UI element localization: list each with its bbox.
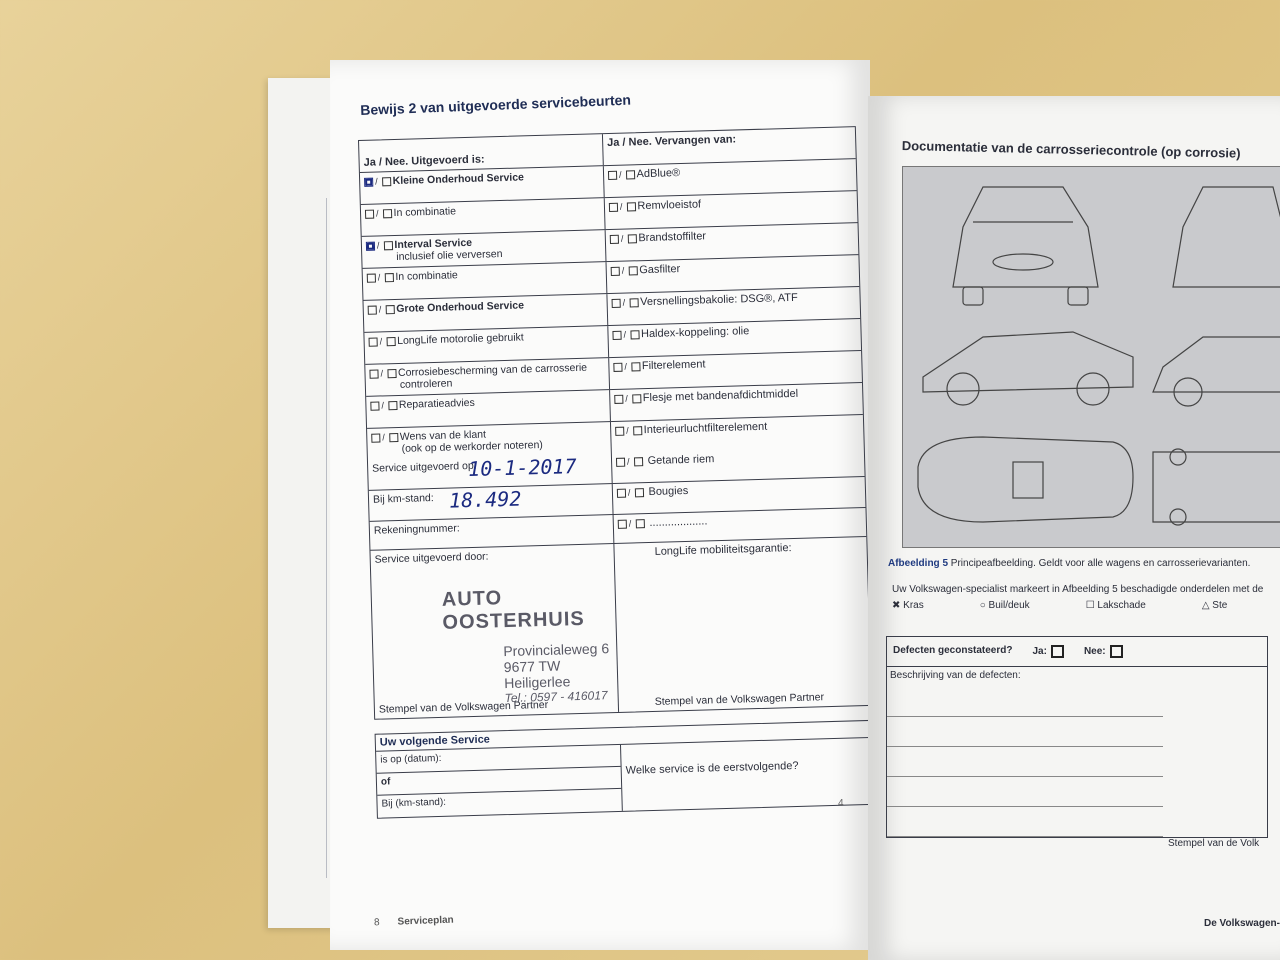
checkbox[interactable]	[631, 362, 640, 371]
caption-label: Afbeelding 5	[888, 558, 949, 569]
checkbox[interactable]	[625, 170, 634, 179]
checkbox[interactable]	[389, 433, 398, 442]
checkbox[interactable]	[383, 241, 392, 250]
row-left-sublabel: inclusief olie verversen	[396, 248, 503, 263]
checkbox[interactable]	[609, 202, 618, 211]
table-row: / Reparatieadvies / Flesje met bandenafdichtmiddel	[366, 383, 863, 429]
checkbox[interactable]	[370, 401, 379, 410]
table-row: / Kleine Onderhoud Service / AdBlue®	[360, 159, 857, 205]
stamp-label-left: Stempel van de Volkswagen Partner	[378, 698, 549, 716]
row-right-label: Flesje met bandenafdichtmiddel	[642, 387, 799, 405]
row-left-label: LongLife motorolie gebruikt	[396, 331, 524, 347]
checkbox[interactable]	[627, 234, 636, 243]
checkbox[interactable]	[613, 362, 622, 371]
checkbox[interactable]	[364, 177, 373, 186]
row-left-label: Interval Service	[394, 236, 473, 252]
dealer-stamp	[442, 584, 618, 707]
table-row: / Grote Onderhoud Service / Versnellingsbakolie: DSG®, ATF	[363, 287, 860, 333]
car-outline-illustration	[903, 167, 1280, 547]
service-by-label: Service uitgevoerd door:	[374, 550, 489, 566]
checkbox[interactable]	[384, 273, 393, 282]
checkbox[interactable]	[382, 177, 391, 186]
checkbox[interactable]	[382, 209, 391, 218]
table-row: / In combinatie / Remvloeistof	[361, 191, 858, 237]
checkbox[interactable]	[368, 305, 377, 314]
page-section: Serviceplan	[397, 914, 454, 928]
checkbox[interactable]	[632, 394, 641, 403]
description-lines	[887, 667, 1267, 837]
row-left-label: Kleine Onderhoud Service	[392, 171, 525, 188]
checkbox[interactable]	[611, 266, 620, 275]
next-service-question: Welke service is de eerstvolgende?	[625, 759, 799, 777]
defects-box	[886, 636, 1268, 838]
yes-label: Ja:	[1032, 646, 1047, 658]
checkbox[interactable]	[610, 234, 619, 243]
checkbox[interactable]	[369, 337, 378, 346]
row-left-label: Wens van de klant	[399, 428, 487, 443]
checkbox[interactable]	[614, 394, 623, 403]
page-number: 8	[373, 917, 380, 929]
rekening-row: Rekeningnummer: / ...................	[370, 508, 867, 551]
row-left-sublabel: controleren	[399, 377, 453, 391]
checkbox[interactable]	[365, 209, 374, 218]
checkbox[interactable]	[387, 369, 396, 378]
next-km-label: Bij (km-stand):	[381, 796, 447, 810]
checkbox[interactable]	[633, 457, 642, 466]
checkbox[interactable]	[633, 426, 642, 435]
no-checkbox[interactable]	[1110, 645, 1123, 658]
row-right-label: Brandstoffilter	[638, 230, 707, 245]
stamp-name: AUTO OOSTERHUIS	[441, 587, 586, 634]
km-handwritten: 18.492	[448, 486, 522, 513]
bougies-label: Bougies	[648, 484, 689, 499]
checkbox[interactable]	[635, 519, 644, 528]
stamp-tel: Tel.: 0597 - 416017	[504, 688, 608, 706]
page-title: Bewijs 2 van uitgevoerde servicebeurten	[360, 91, 632, 118]
row-left-label: In combinatie	[393, 205, 457, 220]
next-date-label: is op (datum):	[376, 745, 621, 774]
next-or-label: of	[377, 767, 622, 796]
legend-paint: ☐ Lakschade	[1085, 600, 1146, 611]
legend-intro: Uw Volkswagen-specialist markeert in Afbeelding 5 beschadigde onderdelen met de	[892, 584, 1264, 595]
service-date-handwritten: 10-1-2017	[467, 454, 577, 482]
left-column-header: Ja / Nee. Uitgevoerd is:	[359, 134, 604, 172]
left-page	[330, 60, 870, 950]
defects-label: Defecten geconstateerd?	[893, 645, 1013, 656]
km-label: Bij km-stand:	[372, 492, 434, 506]
checkbox[interactable]	[385, 305, 394, 314]
table-row: / In combinatie / Gasfilter	[363, 255, 860, 301]
page-footer	[374, 915, 454, 929]
legend-stone: △ Ste	[1201, 600, 1228, 611]
row-left-label: Reparatieadvies	[398, 396, 475, 411]
checkbox[interactable]	[629, 298, 638, 307]
mobility-guarantee-label: LongLife mobiliteitsgarantie:	[654, 542, 792, 558]
service-date-row: Service uitgevoerd op: 10-1-2017 / Getande riem	[368, 446, 865, 491]
rekening-dots: ...................	[649, 515, 708, 530]
checkbox[interactable]	[371, 433, 380, 442]
next-service-header: Uw volgende Service	[376, 721, 870, 752]
checkbox[interactable]	[615, 426, 624, 435]
km-row: Bij km-stand: 18.492 / Bougies	[369, 477, 866, 522]
row-right-label: Filterelement	[641, 358, 706, 373]
stamp-street: Provincialeweg 6	[503, 640, 610, 660]
checkbox[interactable]	[608, 170, 617, 179]
service-date-label: Service uitgevoerd op:	[372, 459, 477, 475]
legend-scratch: ✖ Kras	[892, 600, 924, 611]
right-stamp-label: Stempel van de Volk	[1168, 838, 1260, 849]
checkbox[interactable]	[630, 330, 639, 339]
right-page-title: Documentatie van de carrosseriecontrole (op corrosie)	[901, 138, 1241, 161]
checkbox[interactable]	[617, 488, 626, 497]
caption-text: Principeafbeelding. Geldt voor alle wagens en carrosserievarianten.	[950, 558, 1251, 569]
table-row: / Interval Service inclusief olie verversen / Brandstoffilter	[362, 223, 859, 269]
stamp-city: 9677 TW Heiligerlee	[503, 657, 571, 692]
row-right-label: AdBlue®	[636, 167, 681, 181]
right-page	[868, 96, 1280, 960]
checkbox[interactable]	[367, 273, 376, 282]
figure-caption	[888, 558, 1280, 569]
row-right-label: Gasfilter	[639, 263, 681, 277]
row-left-label: In combinatie	[395, 269, 458, 284]
checkbox[interactable]	[634, 488, 643, 497]
row-right-label: Interieurluchtfilterelement	[643, 420, 768, 437]
row-left-label: Grote Onderhoud Service	[396, 299, 525, 315]
checkbox[interactable]	[366, 241, 375, 250]
right-footer: De Volkswagen-	[1204, 918, 1280, 929]
stamp-row	[370, 537, 870, 719]
checkbox[interactable]	[618, 519, 627, 528]
row-right-label: Remvloeistof	[637, 198, 702, 213]
legend-dent: ○ Buil/deuk	[979, 600, 1030, 611]
checkbox[interactable]	[388, 401, 397, 410]
row-right-label: Versnellingsbakolie: DSG®, ATF	[639, 291, 798, 309]
row-right-label: Haldex-koppeling: olie	[640, 325, 750, 341]
checkbox[interactable]	[628, 266, 637, 275]
checkbox[interactable]	[612, 298, 621, 307]
checkbox[interactable]	[612, 330, 621, 339]
checkbox[interactable]	[626, 202, 635, 211]
stamp-label-right: Stempel van de Volkswagen Partner	[654, 691, 825, 708]
table-row: / Corrosiebescherming van de carrosserie controleren / Filterelement	[365, 351, 862, 397]
table-row: / LongLife motorolie gebruikt / Haldex-koppeling: olie	[364, 319, 861, 365]
rekening-label: Rekeningnummer:	[370, 515, 615, 550]
damage-legend	[892, 600, 1280, 611]
checkbox[interactable]	[616, 457, 625, 466]
description-label: Beschrijving van de defecten:	[890, 670, 1021, 681]
next-service-box	[375, 720, 873, 819]
service-table	[358, 126, 872, 720]
side-number: 4	[838, 798, 844, 809]
table-row: / Wens van de klant (ook op de werkorder noteren) / Interieurluchtfilterelement	[367, 415, 864, 460]
right-column-header: Ja / Nee. Vervangen van:	[607, 133, 737, 150]
yes-checkbox[interactable]	[1051, 645, 1064, 658]
row-left-label: Corrosiebescherming van de carrosserie	[397, 361, 588, 379]
checkbox[interactable]	[369, 369, 378, 378]
service-form	[358, 126, 877, 819]
getande-riem-label: Getande riem	[647, 453, 715, 468]
no-label: Nee:	[1083, 646, 1106, 658]
row-left-sublabel: (ook op de werkorder noteren)	[401, 438, 544, 455]
checkbox[interactable]	[386, 337, 395, 346]
car-body-diagram	[902, 166, 1280, 548]
